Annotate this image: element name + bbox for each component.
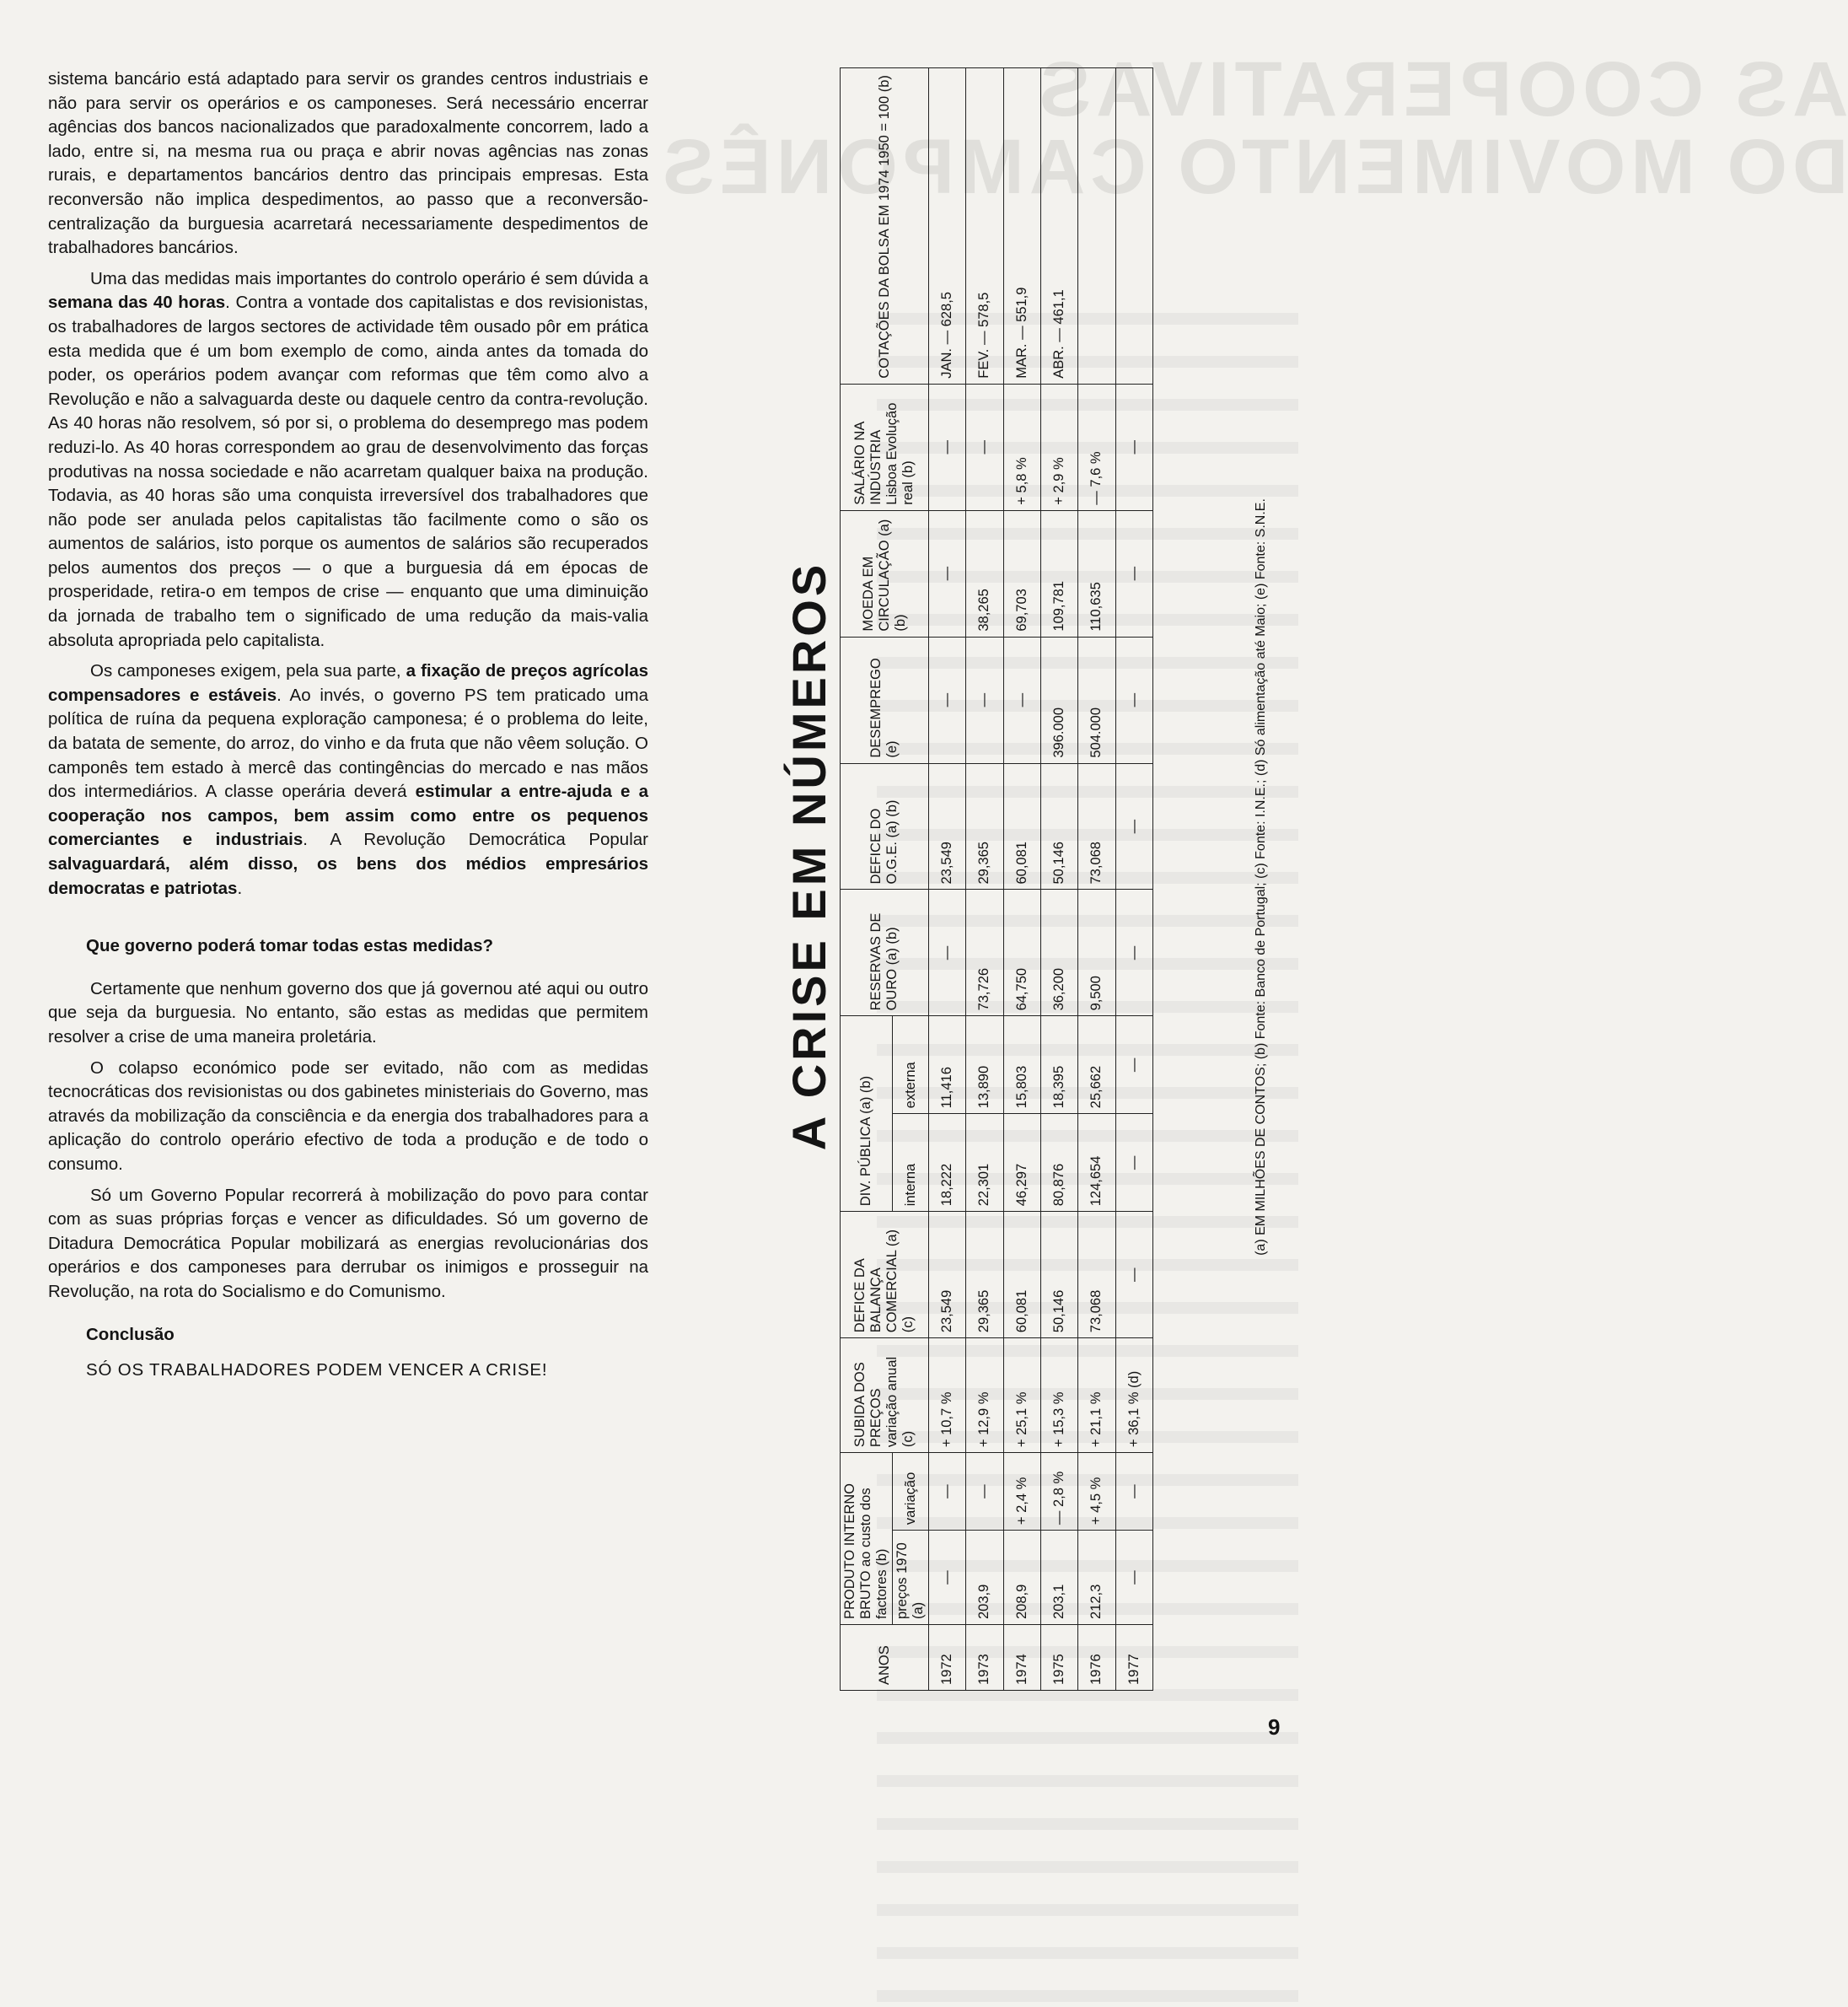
cell-div-ext: — <box>1115 1016 1152 1114</box>
cell-ano: 1974 <box>1003 1625 1040 1691</box>
cell-pib: 203,9 <box>966 1531 1003 1625</box>
body-text: . A Revolução Democrática Popular <box>303 830 648 850</box>
table-footnote: (a) EM MILHÕES DE CONTOS; (b) Fonte: Banco de Portugal; (c) Fonte: I.N.E.; (d) Só alimentação até Maio; (e) Fonte: S.N.E. <box>1254 498 1268 1256</box>
cell-reservas: 36,200 <box>1040 890 1077 1016</box>
cell-desemprego: 504.000 <box>1078 637 1115 763</box>
article-paragraph: Certamente que nenhum governo dos que já governou até aqui ou outro que seja da burguesia. No entanto, são estas as medidas que permitem resolver a crise de uma maneira proletária. <box>48 978 648 1047</box>
cell-moeda: — <box>929 510 966 637</box>
cell-div-int: 80,876 <box>1040 1114 1077 1212</box>
header-div-externa: externa <box>893 1016 929 1114</box>
cell-reservas: 9,500 <box>1078 890 1115 1016</box>
cell-ano: 1975 <box>1040 1625 1077 1691</box>
cell-salario: — <box>966 384 1003 510</box>
header-pib-precos: preços 1970 (a) <box>893 1531 929 1625</box>
header-div-publica: DIV. PÚBLICA (a) (b) <box>841 1016 893 1212</box>
cell-oge: 73,068 <box>1078 763 1115 890</box>
header-precos: SUBIDA DOS PREÇOS variação anual (c) <box>841 1338 929 1453</box>
cell-ano: 1972 <box>929 1625 966 1691</box>
table-row <box>1115 68 1152 1691</box>
article-paragraph: Só um Governo Popular recorrerá à mobilização do povo para contar com as suas próprias forças e vencer as dificuldades. Só um governo de Ditadura Democrática Popular mobilizará as energias revolucionárias dos operários e dos camponeses para derrubar os inimigos e prosseguir na Revolução, na rota do Socialismo e do Comunismo. <box>48 1185 648 1301</box>
cell-pib: — <box>929 1531 966 1625</box>
cell-salario: — <box>1115 384 1152 510</box>
header-oge: DEFICE DO O.G.E. (a) (b) <box>841 763 929 890</box>
cell-balanca: 50,146 <box>1040 1212 1077 1338</box>
cell-pib-var: — <box>966 1453 1003 1531</box>
cell-precos: + 36,1 % (d) <box>1115 1338 1152 1453</box>
bleed-through: AS COOPERATIVAS DO MOVIMENTO CAMPONÊS <box>0 0 1331 1754</box>
cell-div-ext: 18,395 <box>1040 1016 1077 1114</box>
cell-desemprego: — <box>966 637 1003 763</box>
cell-moeda: 69,703 <box>1003 510 1040 637</box>
body-text: . <box>237 878 243 898</box>
cell-oge: 60,081 <box>1003 763 1040 890</box>
cell-oge: — <box>1115 763 1152 890</box>
table-row <box>1003 68 1040 1691</box>
cell-div-ext: 11,416 <box>929 1016 966 1114</box>
crisis-table-holder <box>840 67 1153 1691</box>
cell-balanca: 29,365 <box>966 1212 1003 1338</box>
cell-precos: + 15,3 % <box>1040 1338 1077 1453</box>
cell-div-int: 124,654 <box>1078 1114 1115 1212</box>
cell-precos: + 10,7 % <box>929 1338 966 1453</box>
question-heading: Que governo poderá tomar todas estas medidas? <box>86 936 494 956</box>
article-column <box>48 67 648 1383</box>
cell-oge: 23,549 <box>929 763 966 890</box>
cell-desemprego: — <box>929 637 966 763</box>
header-anos: ANOS <box>841 1625 929 1691</box>
header-moeda: MOEDA EM CIRCULAÇÃO (a) (b) <box>841 510 929 637</box>
cell-ano: 1977 <box>1115 1625 1152 1691</box>
cell-div-int: 18,222 <box>929 1114 966 1212</box>
cell-pib-var: + 2,4 % <box>1003 1453 1040 1531</box>
table-row <box>929 68 966 1691</box>
cell-reservas: 73,726 <box>966 890 1003 1016</box>
cell-oge: 29,365 <box>966 763 1003 890</box>
conclusion-heading: Conclusão <box>86 1324 175 1344</box>
article-paragraphs-2 <box>48 977 648 1305</box>
sidebar-title: A CRISE EM NÚMEROS <box>782 561 835 1151</box>
emphasis-text: semana das 40 horas <box>48 293 226 313</box>
cell-moeda: 110,635 <box>1078 510 1115 637</box>
header-desemprego: DESEMPREGO (e) <box>841 637 929 763</box>
cell-reservas: 64,750 <box>1003 890 1040 1016</box>
cell-precos: + 25,1 % <box>1003 1338 1040 1453</box>
header-bolsa: COTAÇÕES DA BOLSA EM 1974 1950 = 100 (b) <box>841 68 929 385</box>
cell-reservas: — <box>1115 890 1152 1016</box>
cell-bolsa: ABR. — 461,1 <box>1040 68 1077 385</box>
cell-desemprego: — <box>1115 637 1152 763</box>
cell-pib: 203,1 <box>1040 1531 1077 1625</box>
cell-oge: 50,146 <box>1040 763 1077 890</box>
cell-reservas: — <box>929 890 966 1016</box>
cell-salario: — <box>929 384 966 510</box>
cell-balanca: — <box>1115 1212 1152 1338</box>
cell-bolsa: FEV. — 578,5 <box>966 68 1003 385</box>
cell-balanca: 60,081 <box>1003 1212 1040 1338</box>
cell-precos: + 21,1 % <box>1078 1338 1115 1453</box>
emphasis-text: a fixação de preços agrícolas compensadores e estáveis <box>48 661 648 705</box>
body-text: . Ao invés, o governo PS tem praticado uma política de ruína da pequena exploração camponesa; é o problema do leite, da batata de semente, do arroz, do vinho e da fruta que não vêem solução. O camponês tem estado à mercê das contingências do mercado e nas mãos dos intermediários. A classe operária deverá <box>48 685 648 802</box>
cell-balanca: 23,549 <box>929 1212 966 1338</box>
cell-ano: 1976 <box>1078 1625 1115 1691</box>
cell-pib-var: — <box>929 1453 966 1531</box>
cell-div-int: 22,301 <box>966 1114 1003 1212</box>
header-pib: PRODUTO INTERNO BRUTO ao custo dos factores (b) <box>841 1453 893 1625</box>
table-row <box>1078 68 1115 1691</box>
table-row <box>1040 68 1077 1691</box>
crisis-statistics-table <box>840 67 1153 1691</box>
cell-pib-var: — <box>1115 1453 1152 1531</box>
cell-desemprego: — <box>1003 637 1040 763</box>
cell-salario: + 2,9 % <box>1040 384 1077 510</box>
closing-slogan: SÓ OS TRABALHADORES PODEM VENCER A CRISE! <box>86 1360 548 1380</box>
article-paragraph <box>48 659 648 901</box>
cell-bolsa: JAN. — 628,5 <box>929 68 966 385</box>
cell-moeda: — <box>1115 510 1152 637</box>
article-paragraphs <box>48 67 648 901</box>
cell-pib: 212,3 <box>1078 1531 1115 1625</box>
cell-div-int: 46,297 <box>1003 1114 1040 1212</box>
header-div-interna: interna <box>893 1114 929 1212</box>
cell-div-ext: 13,890 <box>966 1016 1003 1114</box>
cell-pib: — <box>1115 1531 1152 1625</box>
cell-pib-var: — 2,8 % <box>1040 1453 1077 1531</box>
cell-pib: 208,9 <box>1003 1531 1040 1625</box>
header-reservas: RESERVAS DE OURO (a) (b) <box>841 890 929 1016</box>
cell-moeda: 109,781 <box>1040 510 1077 637</box>
cell-div-ext: 25,662 <box>1078 1016 1115 1114</box>
cell-salario: + 5,8 % <box>1003 384 1040 510</box>
header-salario: SALÁRIO NA INDÚSTRIA Lisboa Evolução real (b) <box>841 384 929 510</box>
cell-div-ext: 15,803 <box>1003 1016 1040 1114</box>
body-text: sistema bancário está adaptado para servir os grandes centros industriais e não para servir os operários e os camponeses. Será necessário encerrar agências dos bancos nacionalizados que paradoxalmente concorrem, lado a lado, entre si, na mesma rua ou praça e abrir novas agências nas zonas rurais, e departamentos bancários dentro das principais empresas. Esta reconversão não implica despedimentos, ao passo que a reconversão-centralização da burguesia acarretará necessariamente despedimentos de trabalhadores bancários. <box>48 69 648 258</box>
emphasis-text: salvaguardará, além disso, os bens dos médios empresários democratas e patriotas <box>48 854 648 898</box>
table-row <box>966 68 1003 1691</box>
cell-bolsa <box>1115 68 1152 385</box>
cell-bolsa <box>1078 68 1115 385</box>
cell-desemprego: 396.000 <box>1040 637 1077 763</box>
header-pib-variacao: variação <box>893 1453 929 1531</box>
emphasis-text: estimular a entre-ajuda e a cooperação nos campos, bem assim como entre os pequenos comerciantes e industriais <box>48 782 648 850</box>
body-text: Os camponeses exigem, pela sua parte, <box>90 661 406 681</box>
body-text: . Contra a vontade dos capitalistas e dos revisionistas, os trabalhadores de largos sectores de actividade têm ousado pôr em prática esta medida que é um bom exemplo de como, ainda antes da tomada do poder, os operários podem avançar com reformas que têm como alvo a Revolução e não a salvaguarda deste ou daquele centro da contra-revolução. As 40 horas não resolvem, só por si, o problema do desemprego mas podem reduzi-lo. As 40 horas correspondem ao grau de desenvolvimento das forças produtivas na nossa sociedade e não acarretam qualquer baixa na produção. Todavia, as 40 horas são uma conquista irreversível dos trabalhadores que não pode ser anulada pelos capitalistas tão facilmente como o são os aumentos de salários, isto porque os aumentos de salários são recuperados pelos aumentos dos preços — o que a burguesia dá em épocas de prosperidade, retira-o em tempos de crise — enquanto que uma diminuição da jornada de trabalho tem o significado de uma redução da mais-valia absoluta apropriada pelo capitalista. <box>48 293 648 650</box>
cell-moeda: 38,265 <box>966 510 1003 637</box>
cell-ano: 1973 <box>966 1625 1003 1691</box>
body-text: Uma das medidas mais importantes do controlo operário é sem dúvida a <box>90 268 648 288</box>
article-paragraph <box>48 67 648 261</box>
article-paragraph: O colapso económico pode ser evitado, não com as medidas tecnocráticas dos revisionistas ou dos gabinetes ministeriais do Governo, mas através da mobilização da consciência e da energia dos trabalhadores para a aplicação do controlo operário efectivo de toda a produção e de todo o consumo. <box>48 1057 648 1174</box>
article-paragraph <box>48 267 648 654</box>
header-balanca: DEFICE DA BALANÇA COMERCIAL (a) (c) <box>841 1212 929 1338</box>
cell-salario: — 7,6 % <box>1078 384 1115 510</box>
cell-precos: + 12,9 % <box>966 1338 1003 1453</box>
cell-pib-var: + 4,5 % <box>1078 1453 1115 1531</box>
cell-bolsa: MAR. — 551,9 <box>1003 68 1040 385</box>
cell-div-int: — <box>1115 1114 1152 1212</box>
page-number: 9 <box>1268 1714 1281 1740</box>
cell-balanca: 73,068 <box>1078 1212 1115 1338</box>
